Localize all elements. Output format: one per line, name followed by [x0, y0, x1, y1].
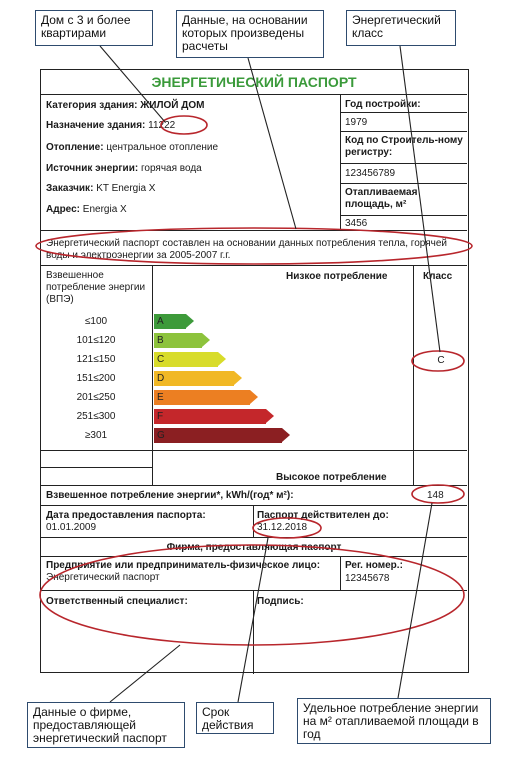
year-label: Год постройки: [345, 99, 421, 110]
class-bar-tip-G [282, 428, 290, 442]
heating: Отопление: центральное отопление [46, 142, 219, 153]
callout-data-basis: Данные, на основании которых произведены расчеты [176, 10, 324, 58]
range-label-0: ≤100 [84, 316, 108, 327]
energy-passport [40, 69, 469, 673]
firm-entity: Предприятие или предприниматель-физическое лицо: Энергетический паспорт [46, 560, 321, 583]
valid-until-value: 31.12.2018 [257, 522, 308, 533]
class-header: Класс [423, 271, 453, 282]
callout-apartments: Дом с 3 и более квартирами [35, 10, 153, 46]
issue-date-value: 01.01.2009 [46, 522, 97, 533]
valid-until-label: Паспорт действителен до: [257, 510, 389, 521]
class-bar-F: F [154, 409, 266, 424]
year-value: 1979 [345, 117, 368, 128]
heated-area-label: Отапливаемая площадь, м² [345, 187, 418, 210]
energy-source: Источник энергии: горячая вода [46, 163, 202, 174]
issue-date-label: Дата предоставления паспорта: [46, 510, 206, 521]
class-bar-C: C [154, 352, 218, 367]
class-bar-tip-B [202, 333, 210, 347]
registry-code-label: Код по Строитель-ному регистру: [345, 135, 463, 158]
building-category: Категория здания: ЖИЛОЙ ДОМ [46, 100, 205, 111]
heated-area-value: 3456 [345, 218, 368, 229]
class-bar-tip-E [250, 390, 258, 404]
class-bar-B: B [154, 333, 202, 348]
weighted-total-label: Взвешенное потребление энергии*, kWh/(год* м²): [46, 490, 294, 501]
reg-number-label: Рег. номер.: [345, 560, 403, 571]
high-consumption-label: Высокое потребление [276, 472, 387, 483]
range-label-3: 151≤200 [76, 373, 116, 384]
range-label-1: 101≤120 [76, 335, 116, 346]
range-label-6: ≥301 [84, 430, 108, 441]
building-purpose: Назначение здания: 11222 [46, 120, 176, 131]
callout-validity: Срок действия [196, 702, 274, 734]
class-bar-A: A [154, 314, 186, 329]
class-bar-tip-F [266, 409, 274, 423]
weighted-consumption-label: Взвешенное потребление энергии (ВПЭ) [46, 270, 146, 305]
registry-code-value: 123456789 [345, 168, 396, 179]
low-consumption-label: Низкое потребление [286, 271, 388, 282]
signature-label: Подпись: [257, 596, 304, 607]
reg-number-value: 12345678 [345, 573, 390, 584]
range-label-2: 121≤150 [76, 354, 116, 365]
basis-text: Энергетический паспорт составлен на основании данных потребления тепла, горячей воды и электроэнергии за 2005-2007 г.г. [46, 238, 447, 261]
passport-title: ЭНЕРГЕТИЧЕСКИЙ ПАСПОРТ [151, 74, 357, 90]
callout-energy-class: Энергетический класс [346, 10, 456, 46]
class-bar-G: G [154, 428, 282, 443]
class-bar-tip-A [186, 314, 194, 328]
weighted-total-value: 148 [427, 490, 444, 501]
class-bar-tip-C [218, 352, 226, 366]
energy-chart [41, 314, 467, 444]
callout-firm-data: Данные о фирме, предоставляющей энергетический паспорт [27, 702, 185, 748]
firm-header: Фирма, предоставляющая паспорт [166, 542, 342, 553]
specialist-label: Ответственный специалист: [46, 596, 188, 607]
class-bar-D: D [154, 371, 234, 386]
customer: Заказчик: KT Energia X [46, 183, 156, 194]
range-label-5: 251≤300 [76, 411, 116, 422]
callout-specific-consumption: Удельное потребление энергии на м² отапливаемой площади в год [297, 698, 491, 744]
address: Адрес: Energia X [46, 204, 127, 215]
purpose-value: 11222 [148, 120, 176, 131]
class-bar-E: E [154, 390, 250, 405]
range-label-4: 201≤250 [76, 392, 116, 403]
selected-class: C [437, 355, 445, 366]
class-bar-tip-D [234, 371, 242, 385]
